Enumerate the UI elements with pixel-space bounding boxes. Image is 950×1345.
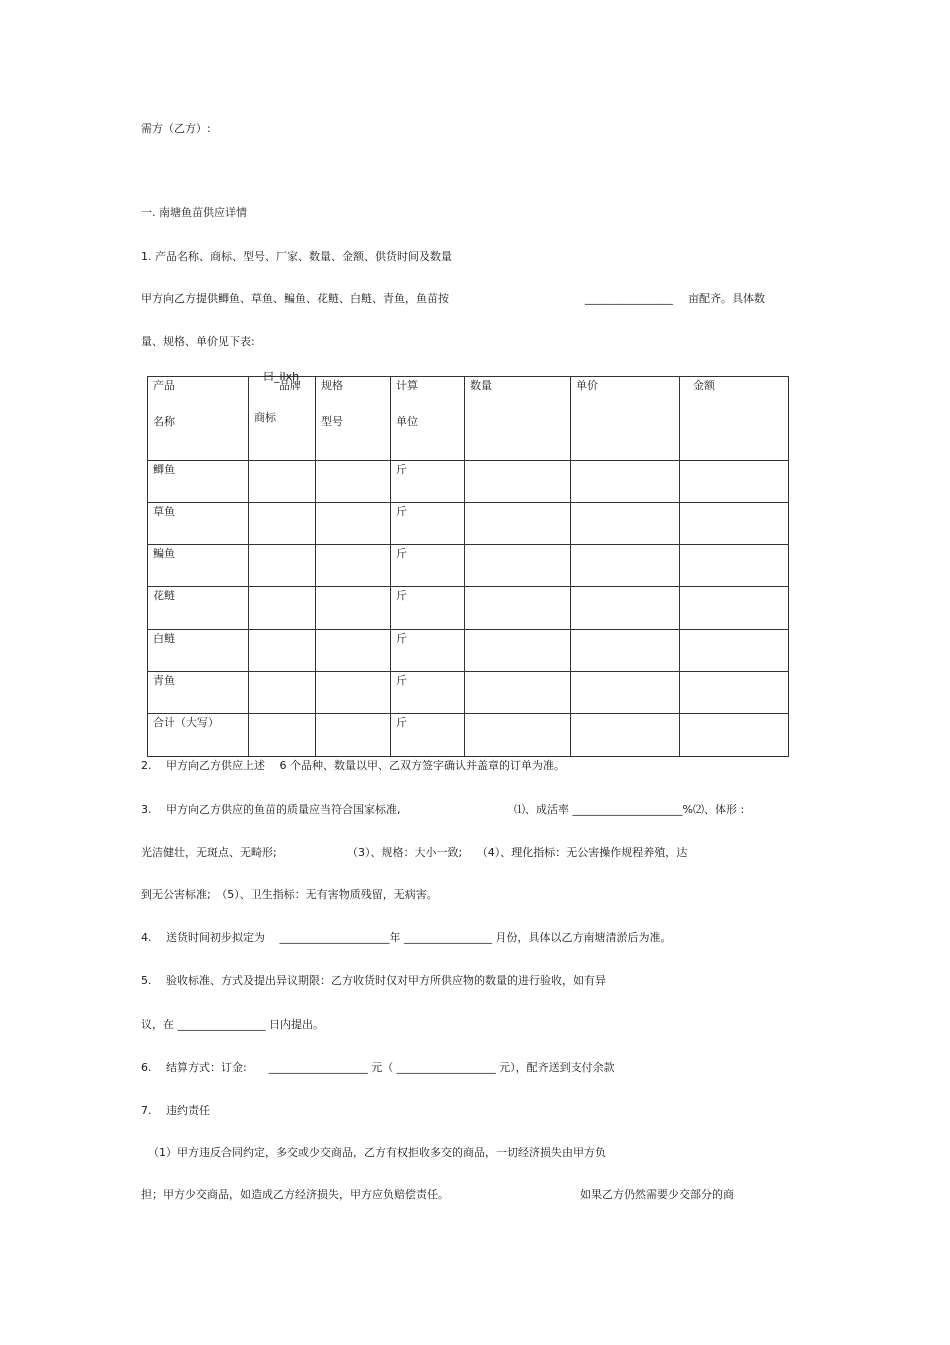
item-1-paragraph-end: 亩配齐。具体数	[688, 292, 765, 305]
item-7-clause-1a: （1）甲方违反合同约定，多交或少交商品，乙方有权拒收多交的商品，一切经济损失由甲方负	[148, 1146, 606, 1159]
item-5-line-a: 5. 验收标准、方式及提出异议期限：乙方收货时仅对甲方所供应物的数量的进行验收，如有异	[141, 974, 606, 987]
header-cell: 产品 名称	[148, 377, 249, 461]
brand-cell[interactable]	[249, 714, 316, 757]
item-7-clause-1b: 担；甲方少交商品，如造成乙方经济损失，甲方应负赔偿责任。	[141, 1188, 449, 1201]
table-row	[148, 630, 789, 672]
item-3-line-e: 到无公害标准; （5）、卫生指标：无有害物质残留，无病害。	[141, 888, 438, 901]
spec-cell[interactable]	[316, 503, 391, 545]
acreage-blank[interactable]: ________________	[585, 292, 673, 305]
amount-cell[interactable]	[680, 503, 789, 545]
quantity-cell[interactable]	[465, 672, 571, 714]
unit-cell: 斤	[391, 630, 465, 672]
brand-cell[interactable]	[249, 672, 316, 714]
table-row	[148, 503, 789, 545]
unit-price-cell[interactable]	[571, 672, 680, 714]
quantity-cell[interactable]	[465, 545, 571, 587]
spec-cell[interactable]	[316, 587, 391, 630]
header-cell: 规格 型号	[316, 377, 391, 461]
brand-cell[interactable]	[249, 587, 316, 630]
quantity-cell[interactable]	[465, 630, 571, 672]
unit-cell: 斤	[391, 503, 465, 545]
amount-cell[interactable]	[680, 461, 789, 503]
amount-cell[interactable]	[680, 630, 789, 672]
item-4: 4. 送货时间初步拟定为 ____________________年 ________________ 月份，具体以乙方南塘清淤后为准。	[141, 931, 672, 944]
table-header-row	[148, 377, 789, 461]
item-3-line-c: 光洁健壮，无斑点、无畸形;	[141, 846, 277, 859]
unit-cell: 斤	[391, 587, 465, 630]
table-row	[148, 545, 789, 587]
brand-cell[interactable]	[249, 545, 316, 587]
item-5-line-b: 议，在 ________________ 日内提出。	[141, 1018, 324, 1031]
item-3-line-d: （3）、规格：大小一致; （4）、理化指标：无公害操作规程养殖，达	[347, 846, 688, 859]
item-1-paragraph: 甲方向乙方提供鲫鱼、草鱼、鳊鱼、花鲢、白鲢、青鱼，鱼苗按	[141, 292, 449, 305]
spec-cell[interactable]	[316, 672, 391, 714]
header-cell: 品牌 商标	[249, 377, 316, 461]
item-7-heading: 7. 违约责任	[141, 1104, 210, 1117]
amount-cell[interactable]	[680, 672, 789, 714]
spec-cell[interactable]	[316, 714, 391, 757]
quantity-cell[interactable]	[465, 714, 571, 757]
unit-cell: 斤	[391, 714, 465, 757]
product-name-cell: 鲫鱼	[148, 461, 249, 503]
unit-cell: 斤	[391, 461, 465, 503]
header-cell: 计算 单位	[391, 377, 465, 461]
item-6: 6. 结算方式：订金: __________________ 元（ __________________ 元），配齐送到支付余款	[141, 1061, 615, 1074]
amount-cell[interactable]	[680, 545, 789, 587]
table-row	[148, 672, 789, 714]
item-1-paragraph-cont: 量、规格、单价见下表:	[141, 335, 255, 348]
table-row	[148, 587, 789, 630]
supply-table	[147, 376, 789, 757]
unit-cell: 斤	[391, 545, 465, 587]
spec-cell[interactable]	[316, 461, 391, 503]
table-row	[148, 461, 789, 503]
amount-cell[interactable]	[680, 587, 789, 630]
product-name-cell: 草鱼	[148, 503, 249, 545]
unit-price-cell[interactable]	[571, 714, 680, 757]
quantity-cell[interactable]	[465, 503, 571, 545]
product-name-cell: 鳊鱼	[148, 545, 249, 587]
quantity-cell[interactable]	[465, 461, 571, 503]
header-cell: 数量	[465, 377, 571, 461]
header-cell: 金额	[680, 377, 789, 461]
section-title: 一. 南塘鱼苗供应详情	[141, 206, 247, 219]
unit-price-cell[interactable]	[571, 461, 680, 503]
product-name-cell: 青鱼	[148, 672, 249, 714]
table-total-row	[148, 714, 789, 757]
unit-price-cell[interactable]	[571, 630, 680, 672]
item-2: 2. 甲方向乙方供应上述 6 个品种、数量以甲、乙双方签字确认并盖章的订单为准。	[141, 759, 565, 772]
product-name-cell: 白鲢	[148, 630, 249, 672]
item-1-heading: 1. 产品名称、商标、型号、厂家、数量、金额、供货时间及数量	[141, 250, 452, 263]
spec-cell[interactable]	[316, 545, 391, 587]
unit-price-cell[interactable]	[571, 587, 680, 630]
party-b-label: 需方（乙方）:	[141, 122, 211, 135]
unit-cell: 斤	[391, 672, 465, 714]
quantity-cell[interactable]	[465, 587, 571, 630]
item-7-clause-1c: 如果乙方仍然需要少交部分的商	[580, 1188, 734, 1201]
brand-cell[interactable]	[249, 503, 316, 545]
unit-price-cell[interactable]	[571, 545, 680, 587]
spec-cell[interactable]	[316, 630, 391, 672]
stray-ocr-text: 曰_ilxh	[263, 370, 300, 383]
header-cell: 单价	[571, 377, 680, 461]
product-name-cell: 花鲢	[148, 587, 249, 630]
unit-price-cell[interactable]	[571, 503, 680, 545]
amount-cell[interactable]	[680, 714, 789, 757]
brand-cell[interactable]	[249, 630, 316, 672]
total-label-cell: 合计（大写）	[148, 714, 249, 757]
brand-cell[interactable]	[249, 461, 316, 503]
item-3-line-a: 3. 甲方向乙方供应的鱼苗的质量应当符合国家标准,	[141, 803, 401, 816]
item-3-line-b: ⑴、成活率 ____________________%⑵、体形 :	[514, 803, 745, 816]
